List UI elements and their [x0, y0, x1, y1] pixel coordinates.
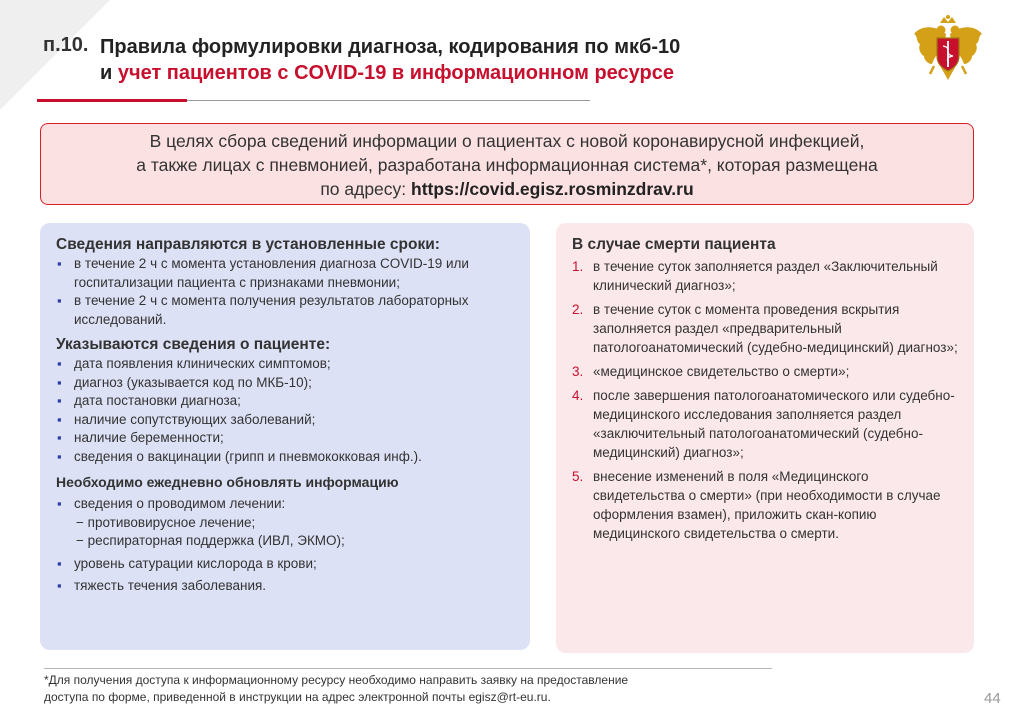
footnote [44, 672, 774, 705]
item-number: 5. [572, 469, 584, 484]
intro-line-1: В целях сбора сведений информации о пациентах с новой коронавирусной инфекцией, [149, 131, 865, 151]
daily-update-heading: Необходимо ежедневно обновлять информацию [56, 474, 399, 490]
title-line-2 [100, 60, 680, 86]
item-text: внесение изменений в поля «Медицинского свидетельства о смерти» (при необходимости в случае оформления взамен), приложить скан-копию медицинского свидетельства о смерти. [593, 469, 941, 541]
page-title [100, 34, 680, 86]
title-red-part: учет пациентов с COVID-19 в информационном ресурсе [117, 62, 674, 84]
item-number: 2. [572, 302, 584, 317]
item-number: 3. [572, 364, 584, 379]
treatment-subitem-antiviral: − противовирусное лечение; [76, 514, 256, 530]
right-panel [556, 223, 974, 653]
death-case-list [572, 257, 960, 543]
page-number: 44 [984, 690, 1001, 707]
numbered-item [572, 362, 960, 381]
item-number: 4. [572, 388, 584, 403]
numbered-item [572, 386, 960, 462]
intro-line-3 [41, 177, 973, 201]
intro-box [40, 123, 974, 205]
footnote-line-1: *Для получения доступа к информационному ресурсу необходимо направить заявку на предоставление [44, 673, 629, 687]
list-item: ▪ диагноз (указывается код по МКБ-10); [56, 374, 516, 393]
item-text: «медицинское свидетельство о смерти»; [593, 364, 850, 379]
list-item: ▪ наличие беременности; [56, 429, 516, 448]
list-item [56, 495, 516, 551]
numbered-item [572, 257, 960, 295]
resource-url: https://covid.egisz.rosminzdrav.ru [411, 179, 694, 199]
list-item: ▪ наличие сопутствующих заболеваний; [56, 411, 516, 430]
left-panel [40, 223, 530, 650]
deadlines-list [56, 255, 516, 329]
numbered-item [572, 467, 960, 543]
title-line-1: Правила формулировки диагноза, кодирования по мкб-10 [100, 36, 681, 58]
title-prefix: и [100, 62, 113, 84]
list-item: ▪ тяжесть течения заболевания. [56, 577, 516, 596]
title-accent-bar [37, 99, 187, 102]
list-item: ▪ дата появления клинических симптомов; [56, 355, 516, 374]
footnote-line-2: доступа по форме, приведенной в инструкции на адрес электронной почты egisz@rt-eu.ru. [44, 689, 551, 704]
patient-info-heading: Указываются сведения о пациенте: [56, 336, 331, 353]
daily-update-list [56, 495, 516, 596]
item-text: в течение суток заполняется раздел «Заключительный клинический диагноз»; [593, 259, 938, 293]
list-item: ▪ уровень сатурации кислорода в крови; [56, 555, 516, 574]
item-text: после завершения патологоанатомического или судебно-медицинского исследования заполняется раздел «заключительный патологоанатомический (судебно-медицинский) диагноз»; [593, 388, 955, 460]
list-item: ▪ сведения о вакцинации (грипп и пневмококковая инф.). [56, 448, 516, 467]
treatment-subitem-respiratory: − респираторная поддержка (ИВЛ, ЭКМО); [76, 533, 345, 548]
coat-of-arms-emblem-icon [910, 14, 986, 88]
deadlines-heading: Сведения направляются в установленные сроки: [56, 236, 440, 253]
intro-address-label: по адресу: [320, 179, 407, 199]
treatment-item: сведения о проводимом лечении: [74, 496, 286, 511]
list-item: ▪ дата постановки диагноза; [56, 392, 516, 411]
patient-info-list [56, 355, 516, 466]
numbered-item [572, 300, 960, 357]
list-item: ▪ в течение 2 ч с момента получения результатов лабораторных исследований. [56, 292, 516, 329]
intro-line-2: а также лицах с пневмонией, разработана информационная система*, которая размещена [136, 155, 878, 175]
item-number: 1. [572, 259, 584, 274]
footnote-divider [44, 668, 772, 669]
slide-section-label: п.10. [43, 34, 89, 56]
list-item: ▪ в течение 2 ч с момента установления диагноза COVID-19 или госпитализации пациента с признаками пневмонии; [56, 255, 516, 292]
item-text: в течение суток с момента проведения вскрытия заполняется раздел «предварительный патологоанатомический (судебно-медицинский) диагноз»; [593, 302, 958, 355]
death-case-heading: В случае смерти пациента [572, 236, 776, 253]
